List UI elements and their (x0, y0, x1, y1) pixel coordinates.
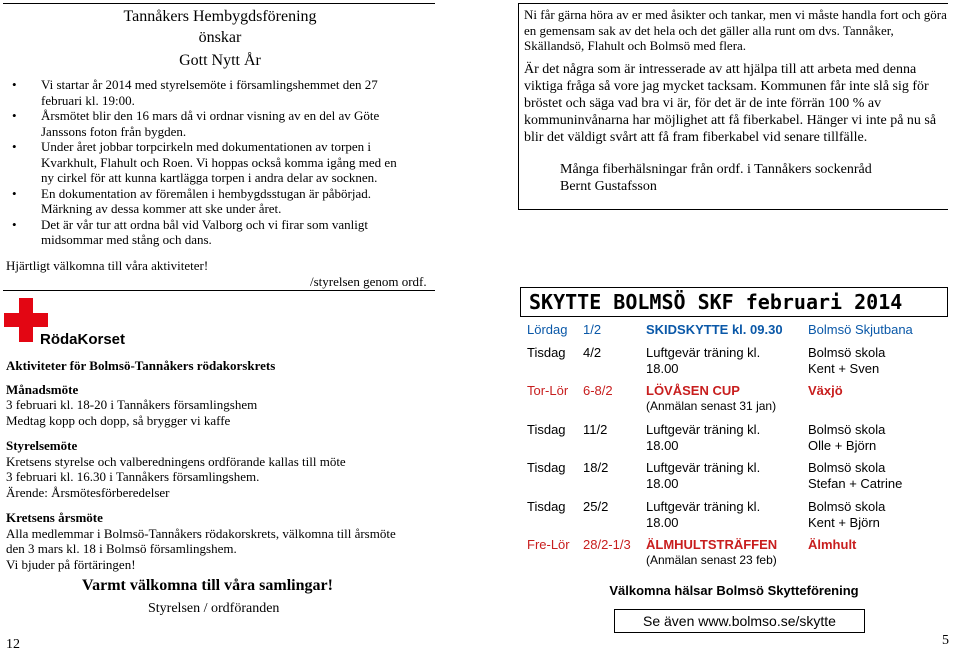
row-event-detail: 18.00 (646, 515, 679, 530)
section-title: Månadsmöte (6, 381, 79, 397)
section-title: Styrelsemöte (6, 438, 78, 453)
row-place: Bolmsö skola (808, 422, 886, 437)
redcross-heading: Aktiviteter för Bolmsö-Tannåkers rödakorskrets (6, 358, 276, 373)
row-place: Bolmsö skola (808, 460, 886, 475)
row-event-detail: 18.00 (646, 476, 679, 491)
bullet-item: • Under året jobbar torpcirkeln med dokumentationen av torpen i Kvarkhult, Flahult och Roen. Vi hoppas också komma igång med en ny cirkel för att kunna kartlägga torpen i andra delar av socknen. (4, 139, 400, 186)
row-date: 4/2 (583, 345, 602, 360)
row-place-detail: Kent + Sven (808, 361, 880, 376)
row-event-detail: (Anmälan senast 31 jan) (646, 399, 777, 413)
row-event: Luftgevär träning kl. (646, 499, 761, 514)
row-event: Luftgevär träning kl. (646, 422, 761, 437)
top-rule-left (3, 3, 435, 4)
bullet-item: • Vi startar år 2014 med styrelsemöte i församlingshemmet den 27 februari kl. 19:00. (4, 77, 400, 108)
row-date: 28/2-1/3 (583, 537, 631, 552)
signature-text: /styrelsen genom ordf. (310, 274, 427, 289)
row-place: Bolmsö skola (808, 345, 886, 360)
row-event: LÖVÅSEN CUP (646, 383, 740, 398)
section-line: 3 februari kl. 18-20 i Tannåkers församlingshem (6, 397, 258, 412)
row-event-detail: 18.00 (646, 361, 679, 376)
section-annual (6, 510, 436, 572)
redcross-content (6, 358, 436, 572)
bullet-item: • Årsmötet blir den 16 mars då vi ordnar visning av en del av Göte Janssons foton från bygden. (4, 108, 400, 139)
right-box-border (518, 3, 519, 210)
section-line: Ärende: Årsmötesförberedelser (6, 484, 170, 500)
row-event: SKIDSKYTTE kl. 09.30 (646, 322, 783, 337)
row-day: Tisdag (527, 460, 566, 475)
page-number-left: 12 (6, 637, 20, 652)
hembygd-bullet-list (4, 77, 400, 248)
skytte-link[interactable]: Se även www.bolmso.se/skytte (614, 609, 865, 633)
greeting-name: Bernt Gustafsson (560, 179, 657, 194)
row-place-detail: Olle + Björn (808, 438, 877, 453)
section-line: den 3 mars kl. 18 i Bolmsö församlingshem. (6, 541, 237, 556)
section-monthly (6, 382, 436, 429)
skytte-title: SKYTTE BOLMSÖ SKF februari 2014 (520, 287, 948, 317)
section-title: Kretsens årsmöte (6, 510, 103, 525)
row-day: Tisdag (527, 422, 566, 437)
row-event: Luftgevär träning kl. (646, 460, 761, 475)
page-number-right: 5 (942, 633, 949, 648)
greeting-line: Många fiberhälsningar från ordf. i Tannåkers sockenråd (560, 162, 872, 177)
row-event: ÄLMHULTSTRÄFFEN (646, 537, 778, 552)
row-place-detail: Stefan + Catrine (808, 476, 903, 491)
welcome-text: Hjärtligt välkomna till våra aktiviteter! (6, 258, 209, 273)
hembygd-header (0, 6, 440, 71)
row-day: Tisdag (527, 499, 566, 514)
row-day: Tisdag (527, 345, 566, 360)
redcross-closing-signature: Styrelsen / ordföranden (148, 601, 280, 616)
bullet-item: • En dokumentation av föremålen i hembygdsstugan är påbörjad. Märkning av dessa kommer att ske under året. (4, 186, 400, 217)
header-title: Tannåkers Hembygdsförening (123, 8, 317, 25)
section-line: Alla medlemmar i Bolmsö-Tannåkers rödakorskrets, välkomna till årsmöte (6, 525, 396, 541)
fiber-para1: Ni får gärna höra av er med åsikter och tankar, men vi måste handla fort och göra en gemensam sak av det hela och det gäller alla runt om dvs. Tannåker, Skällandsö, Flahult och Bolmsö med flera. (524, 7, 947, 53)
mid-rule-left (3, 290, 435, 291)
row-day: Fre-Lör (527, 537, 570, 552)
row-date: 18/2 (583, 460, 609, 475)
row-place: Älmhult (808, 537, 857, 552)
top-rule-right (518, 3, 948, 4)
fiber-greeting (560, 161, 872, 195)
row-date: 25/2 (583, 499, 609, 514)
redcross-closing: Varmt välkomna till våra samlingar! (82, 577, 333, 594)
row-place-detail: Kent + Björn (808, 515, 880, 530)
section-board (6, 438, 436, 500)
row-place: Bolmsö Skjutbana (808, 322, 913, 337)
fiber-para2: Är det några som är intresserade av att hjälpa till att arbeta med denna viktiga fråga så vore jag mycket tacksam. Kommunen får inte slå sig för bröstet och säga vad bra vi är, för det är de inte förrän 100 % av kommuninvånarna har möjlighet att få fiberkabel. Hänger vi inte på nu så blir det väldigt svårt att få fram fiberkabel vid senare tillfälle. (524, 62, 937, 145)
red-cross-logo-text: RödaKorset (40, 331, 126, 348)
mid-rule-right (518, 209, 948, 210)
header-line2: önskar (198, 29, 242, 46)
bullet-item: • Det är vår tur att ordna bål vid Valborg och vi firar som vanligt midsommar med stång och dans. (4, 217, 400, 248)
row-place: Bolmsö skola (808, 499, 886, 514)
row-event: Luftgevär träning kl. (646, 345, 761, 360)
row-day: Lördag (527, 322, 568, 337)
section-line: 3 februari kl. 16.30 i Tannåkers församlingshem. (6, 469, 260, 484)
row-date: 11/2 (583, 422, 608, 437)
row-event-detail: 18.00 (646, 438, 679, 453)
skytte-welcome: Välkomna hälsar Bolmsö Skytteförening (609, 583, 859, 598)
row-day: Tor-Lör (527, 383, 569, 398)
row-event-detail: (Anmälan senast 23 feb) (646, 553, 777, 567)
row-place: Växjö (808, 383, 843, 398)
section-line: Vi bjuder på förtäringen! (6, 556, 136, 572)
section-line: Medtag kopp och dopp, så brygger vi kaffe (6, 412, 231, 428)
row-date: 1/2 (583, 322, 602, 337)
header-line3: Gott Nytt År (179, 52, 261, 69)
row-date: 6-8/2 (583, 383, 613, 398)
section-line: Kretsens styrelse och valberedningens ordförande kallas till möte (6, 453, 346, 469)
